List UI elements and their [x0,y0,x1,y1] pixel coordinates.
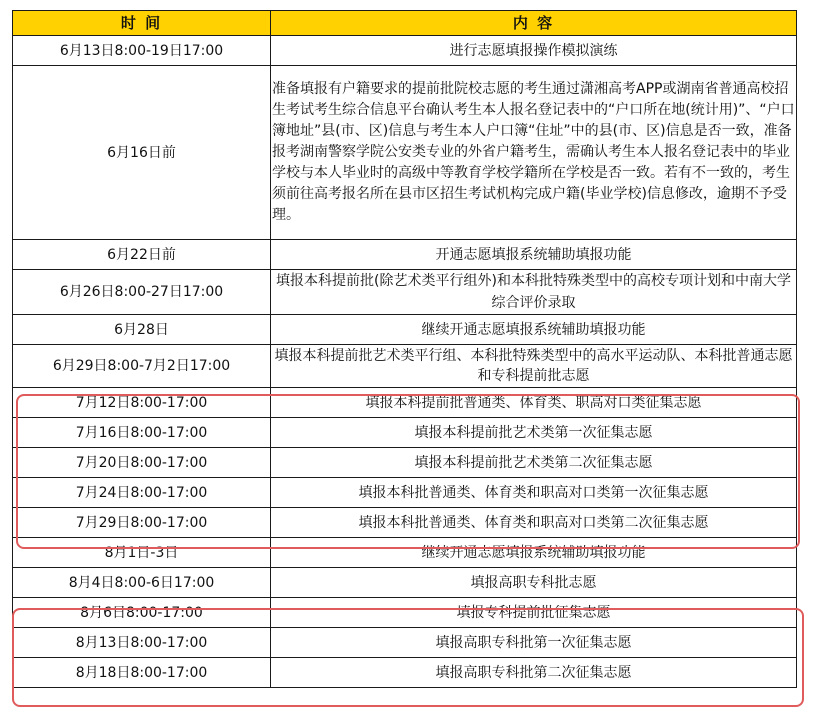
time-cell: 8月6日8:00-17:00 [13,598,271,628]
content-cell: 填报本科批普通类、体育类和职高对口类第一次征集志愿 [271,478,797,508]
content-cell: 填报本科提前批(除艺术类平行组外)和本科批特殊类型中的高校专项计划和中南大学综合评价录取 [271,270,797,315]
table-row [13,36,797,66]
time-cell: 8月18日8:00-17:00 [13,658,271,688]
content-text: 填报本科提前批艺术类平行组、本科批特殊类型中的高水平运动队、本科批普通志愿和专科提前批志愿 [274,348,793,384]
table-row [13,538,797,568]
content-cell: 填报高职专科批第一次征集志愿 [271,628,797,658]
time-cell: 7月20日8:00-17:00 [13,448,271,478]
content-cell: 填报本科提前批普通类、体育类、职高对口类征集志愿 [271,388,797,418]
schedule-table [12,10,797,688]
table-row [13,270,797,315]
time-cell: 6月26日8:00-27日17:00 [13,270,271,315]
time-cell: 7月16日8:00-17:00 [13,418,271,448]
time-cell: 6月13日8:00-19日17:00 [13,36,271,66]
table-row [13,598,797,628]
table-row [13,240,797,270]
content-cell: 继续开通志愿填报系统辅助填报功能 [271,315,797,345]
table-row [13,418,797,448]
table-row [13,478,797,508]
content-cell: 填报本科提前批艺术类第二次征集志愿 [271,448,797,478]
content-cell: 填报本科批普通类、体育类和职高对口类第二次征集志愿 [271,508,797,538]
content-cell: 填报本科提前批艺术类第一次征集志愿 [271,418,797,448]
table-row [13,388,797,418]
time-cell: 6月22日前 [13,240,271,270]
content-cell: 开通志愿填报系统辅助填报功能 [271,240,797,270]
table-row [13,568,797,598]
header-row [13,11,797,36]
table-row [13,448,797,478]
table-row [13,628,797,658]
time-cell: 7月12日8:00-17:00 [13,388,271,418]
table-row [13,66,797,240]
table-row [13,315,797,345]
table-row [13,508,797,538]
table-row [13,345,797,388]
content-cell: 准备填报有户籍要求的提前批院校志愿的考生通过潇湘高考APP或湖南省普通高校招生考试考生综合信息平台确认考生本人报名登记表中的“户口所在地(统计用)”、“户口簿地址”县(市、区)信息与考生本人户口簿“住址”中的县(市、区)信息是否一致，准备报考湖南警察学院公安类专业的外省户籍考生，需确认考生本人报名登记表中的毕业学校与本人毕业时的高级中等教育学校学籍所在学校是否一致。若有不一致的，考生须前往高考报名所在县市区招生考试机构完成户籍(毕业学校)信息修改，逾期不予受理。 [271,66,797,240]
time-cell: 8月4日8:00-6日17:00 [13,568,271,598]
time-cell: 6月29日8:00-7月2日17:00 [13,345,271,388]
time-cell: 7月24日8:00-17:00 [13,478,271,508]
time-cell: 8月13日8:00-17:00 [13,628,271,658]
content-cell: 填报专科提前批征集志愿 [271,598,797,628]
time-cell: 6月28日 [13,315,271,345]
time-cell: 6月16日前 [13,66,271,240]
header-content: 内 容 [271,11,797,36]
content-cell [271,345,797,388]
time-cell: 7月29日8:00-17:00 [13,508,271,538]
content-cell: 填报高职专科批第二次征集志愿 [271,658,797,688]
table-row [13,658,797,688]
content-cell: 继续开通志愿填报系统辅助填报功能 [271,538,797,568]
time-cell: 8月1日-3日 [13,538,271,568]
header-time: 时 间 [13,11,271,36]
content-cell: 进行志愿填报操作模拟演练 [271,36,797,66]
content-cell: 填报高职专科批志愿 [271,568,797,598]
